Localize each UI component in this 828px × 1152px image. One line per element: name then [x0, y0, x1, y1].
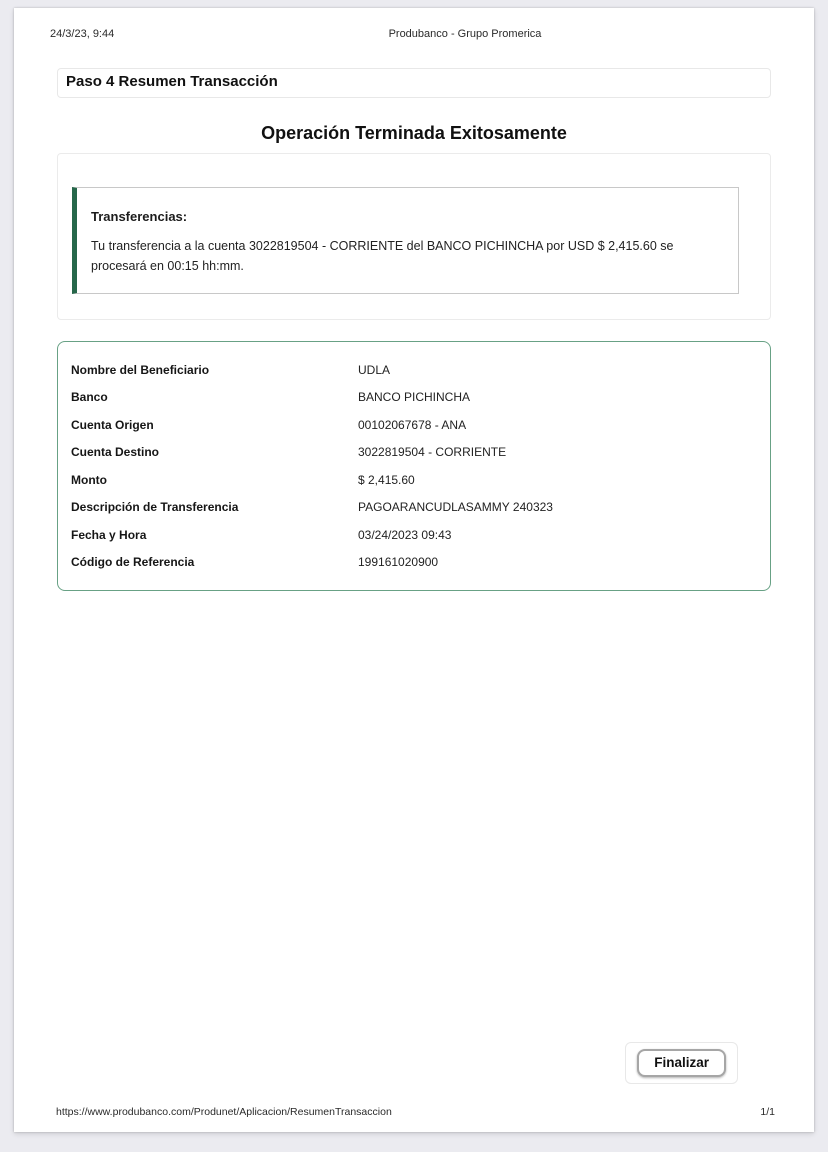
detail-label: Código de Referencia [71, 555, 195, 570]
detail-value: 00102067678 - ANA [358, 417, 467, 432]
table-row [58, 411, 770, 439]
table-row [58, 521, 770, 549]
detail-label: Cuenta Origen [71, 417, 154, 432]
detail-value: UDLA [358, 362, 391, 377]
transfer-details-card [57, 341, 771, 591]
detail-value: $ 2,415.60 [358, 472, 415, 487]
step-header-label: Paso 4 Resumen Transacción [66, 73, 278, 90]
table-row [58, 384, 770, 412]
finalize-button-row [14, 1042, 738, 1084]
detail-value: 199161020900 [358, 555, 439, 570]
print-header-title: Produbanco - Grupo Promerica [388, 28, 542, 40]
table-row [58, 439, 770, 467]
alert-title: Transferencias: [91, 209, 188, 224]
table-row [58, 494, 770, 522]
detail-value: PAGOARANCUDLASAMMY 240323 [358, 500, 553, 515]
detail-label: Banco [71, 390, 108, 405]
detail-value: 03/24/2023 09:43 [358, 527, 452, 542]
page-title: Operación Terminada Exitosamente [261, 123, 567, 143]
detail-label: Monto [71, 472, 107, 487]
print-preview-page [14, 8, 814, 1132]
print-header-datetime: 24/3/23, 9:44 [50, 28, 115, 40]
table-row [58, 549, 770, 577]
finalize-button-container [625, 1042, 738, 1084]
detail-value: BANCO PICHINCHA [358, 390, 471, 405]
print-footer [56, 1106, 775, 1118]
table-row [58, 466, 770, 494]
detail-label: Fecha y Hora [71, 527, 147, 542]
detail-value: 3022819504 - CORRIENTE [358, 445, 507, 460]
transfer-alert [72, 187, 739, 294]
detail-label: Descripción de Transferencia [71, 500, 239, 515]
alert-message: Tu transferencia a la cuenta 3022819504 - CORRIENTE del BANCO PICHINCHA por USD $ 2,415.60 se procesará en 00:15 hh:mm. [91, 239, 674, 273]
print-header [14, 8, 814, 40]
finalize-button[interactable]: Finalizar [637, 1049, 726, 1077]
print-footer-url: https://www.produbanco.com/Produnet/Aplicacion/ResumenTransaccion [56, 1106, 392, 1118]
table-row [58, 356, 770, 384]
detail-label: Cuenta Destino [71, 445, 160, 460]
print-footer-page-number: 1/1 [760, 1106, 775, 1118]
alert-container [57, 153, 771, 320]
step-header [57, 68, 771, 98]
detail-label: Nombre del Beneficiario [71, 362, 210, 377]
